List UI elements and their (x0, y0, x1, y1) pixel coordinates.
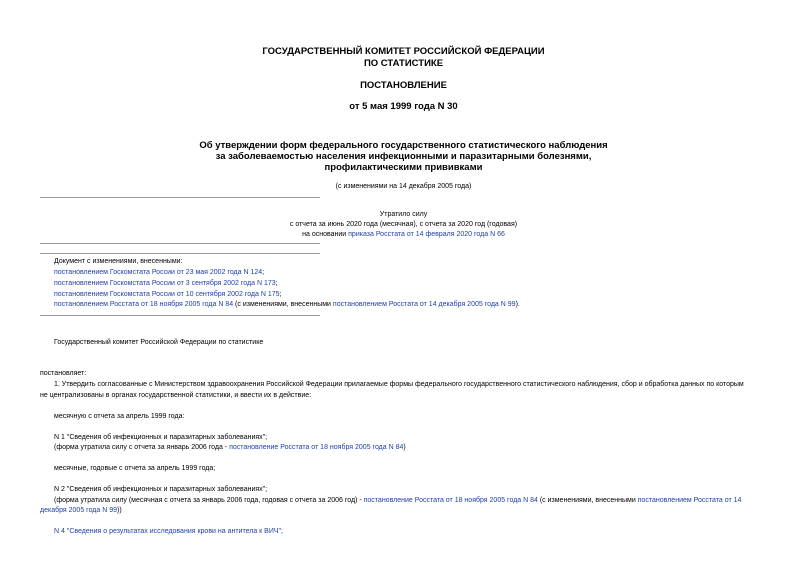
amendment-item: постановлением Росстата от 18 ноября 2005 года N 84 (с изменениями, внесенными постановлением Росстата от 14 декабря 2005 года N 99). (54, 301, 520, 308)
amendment-link[interactable]: постановлением Госкомстата России от 10 сентября 2002 года N 175 (54, 291, 280, 298)
decrees-word: постановляет: (40, 370, 87, 377)
amendment-link[interactable]: постановлением Госкомстата России от 23 мая 2002 года N 124 (54, 269, 263, 276)
amendments-intro: Документ с изменениями, внесенными: (54, 258, 183, 265)
amendment-item: постановлением Госкомстата России от 23 мая 2002 года N 124; (54, 269, 265, 276)
document-date: от 5 мая 1999 года N 30 (349, 101, 458, 112)
lapsed-order-link[interactable]: приказа Росстата от 14 февраля 2020 года N 66 (348, 231, 505, 238)
form-4-link[interactable]: N 4 "Сведения о результатах исследования крови на антитела к ВИЧ"; (54, 528, 283, 535)
lapsed-period: с отчета за июнь 2020 года (месячная), с отчета за 2020 год (годовая) (289, 221, 518, 228)
divider (40, 243, 320, 244)
form-1-note: (форма утратила силу с отчета за январь 2006 года - постановление Росстата от 18 ноября 2005 года N 84) (54, 444, 406, 451)
divider (40, 253, 320, 254)
form-2: N 2 "Сведения об инфекционных и паразитарных заболеваниях"; (54, 486, 268, 493)
agency-name-line1: ГОСУДАРСТВЕННЫЙ КОМИТЕТ РОССИЙСКОЙ ФЕДЕРАЦИИ (262, 46, 545, 57)
amendment-item: постановлением Госкомстата России от 3 сентября 2002 года N 173; (54, 280, 278, 287)
form-2-note-link-2-cont[interactable]: декабря 2005 года N 99 (40, 507, 118, 514)
divider (40, 315, 320, 316)
document-title-line3: профилактическими прививками (324, 162, 483, 173)
monthly-heading: месячную с отчета за апрель 1999 года: (54, 413, 185, 420)
document-type: ПОСТАНОВЛЕНИЕ (360, 80, 447, 91)
paragraph-1: 1. Утвердить согласованные с Министерством здравоохранения Российской Федерации прилагаемые формы федерального государственного статистического наблюдения, сбор и обработка данных по которым (54, 381, 744, 388)
form-2-note-cont: декабря 2005 года N 99)) (40, 507, 122, 514)
amendment-link[interactable]: постановлением Росстата от 14 декабря 2005 года N 99 (332, 301, 516, 308)
form-1: N 1 "Сведения об инфекционных и паразитарных заболеваниях"; (54, 434, 268, 441)
form-1-note-link[interactable]: постановление Росстата от 18 ноября 2005 года N 84 (229, 444, 404, 451)
paragraph-1-cont: не централизованы в органах государственной статистики, и ввести их в действие: (40, 392, 312, 399)
issuer: Государственный комитет Российской Федерации по статистике (54, 339, 264, 346)
document-title-line2: за заболеваемостью населения инфекционными и паразитарными болезнями, (215, 151, 592, 162)
divider (40, 197, 320, 198)
agency-name-line2: ПО СТАТИСТИКЕ (363, 58, 444, 69)
lapsed-basis-prefix: на основании (302, 231, 349, 238)
lapsed-basis (0, 231, 807, 238)
changes-note: (с изменениями на 14 декабря 2005 года) (335, 183, 472, 190)
form-2-note-link-2[interactable]: постановлением Росстата от 14 (637, 497, 742, 504)
amendment-link[interactable]: постановлением Росстата от 18 ноября 2005 года N 84 (54, 301, 234, 308)
lapsed-title: Утратило силу (379, 211, 428, 218)
monthly-annual-heading: месячные, годовые с отчета за апрель 1999 года; (54, 465, 216, 472)
form-4 (54, 528, 283, 535)
document-title-line1: Об утверждении форм федерального государственного статистического наблюдения (199, 140, 608, 151)
amendment-link[interactable]: постановлением Госкомстата России от 3 сентября 2002 года N 173 (54, 280, 276, 287)
amendment-item: постановлением Госкомстата России от 10 сентября 2002 года N 175; (54, 291, 282, 298)
form-2-note-link[interactable]: постановление Росстата от 18 ноября 2005 года N 84 (363, 497, 538, 504)
form-2-note: (форма утратила силу (месячная с отчета за январь 2006 года, годовая с отчета за 2006 год) - постановление Росстата от 18 ноября 2005 года N 84 (с изменениями, внесенными постановлением Росстата от 14 (54, 497, 742, 504)
